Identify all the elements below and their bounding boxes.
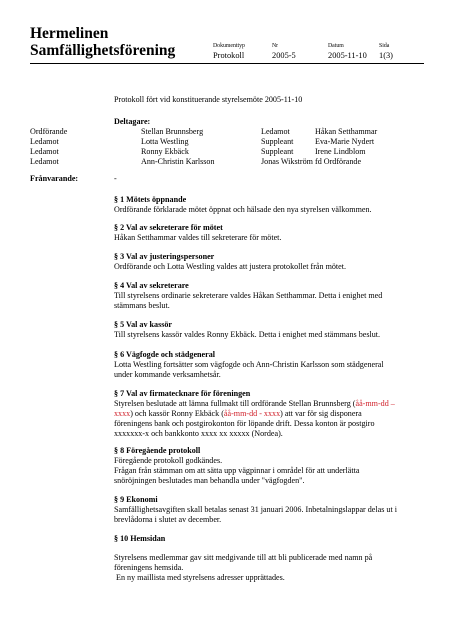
attendee-name: Lotta Westling (141, 137, 189, 146)
section-text: under kommande verksamhetsår. (114, 370, 221, 379)
section-text: föreningens bank och postgirokonton för löpande drift. Dessa konton är postgiro (114, 419, 375, 428)
section-text: brevlådorna i slutet av december. (114, 515, 222, 524)
s7-placeholder-red: åå-mm-dd - xxxx (223, 409, 281, 418)
attendee-role: Suppleant (261, 137, 294, 146)
section-title: § 2 Val av sekreterare för mötet (114, 223, 223, 232)
attendee-role: Ledamot (30, 157, 59, 166)
section-text: Ordförande förklarade mötet öppnat och hälsade den nya styrelsen välkommen. (114, 205, 372, 214)
doctype-value: Protokoll (213, 51, 245, 60)
section-text: föreningens hemsida. (114, 563, 184, 572)
nr-value: 2005-5 (272, 51, 296, 60)
sida-value: 1(3) (379, 51, 393, 60)
section-text (114, 399, 395, 410)
section-title: § 10 Hemsidan (114, 534, 166, 543)
s7-placeholder-red: xxxx (114, 409, 131, 418)
section-text: stämmans beslut. (114, 301, 170, 310)
doctype-label: Dokumenttyp (213, 43, 245, 49)
intro-text: Protokoll fört vid konstituerande styrelsemöte 2005-11-10 (114, 95, 303, 104)
section-text: Föregående protokoll godkändes. (114, 456, 223, 465)
datum-label: Datum (328, 43, 344, 49)
attendee-name: Ann-Christin Karlsson (141, 157, 215, 166)
section-text: Lotta Westling fortsätter som vägfogde och Ann-Christin Karlsson som städgeneral (114, 360, 384, 369)
section-title: § 6 Vägfogde och städgeneral (114, 350, 216, 359)
header-divider (30, 63, 424, 64)
s7-placeholder-red: åå-mm-dd – (355, 399, 395, 408)
s7-text: ) att var för sig disponera (280, 409, 362, 418)
section-text: Håkan Setthammar valdes till sekreterare för mötet. (114, 233, 282, 242)
org-name-line2: Samfällighetsförening (30, 42, 176, 59)
attendee-name: Ronny Ekbäck (141, 147, 189, 156)
attendees-heading: Deltagare: (114, 117, 151, 126)
datum-value: 2005-11-10 (328, 51, 367, 60)
section-title: § 7 Val av firmatecknare för föreningen (114, 389, 251, 398)
nr-label: Nr (272, 43, 279, 49)
section-title: § 3 Val av justeringspersoner (114, 252, 215, 261)
attendee-name: Håkan Setthammar (315, 127, 378, 136)
absent-label: Frånvarande: (30, 174, 79, 183)
section-text: Frågan från stämman om att sätta upp vägpinnar i områdel för att underlätta (114, 466, 360, 475)
s7-text: Styrelsen beslutade att lämna fullmakt till ordförande Stellan Brunnsberg ( (114, 399, 356, 408)
attendee-role: fd Ordförande (315, 157, 362, 166)
section-text: Samfällighetsavgiften skall betalas senast 31 januari 2006. Inbetalningslappar delas ut i (114, 505, 397, 514)
section-title: § 1 Mötets öppnande (114, 195, 187, 204)
attendee-role: Suppleant (261, 147, 294, 156)
section-title: § 9 Ekonomi (114, 495, 158, 504)
sida-label: Sida (379, 43, 390, 49)
s7-text: ) och kassör Ronny Ekbäck ( (130, 409, 224, 418)
attendee-role: Ledamot (261, 127, 290, 136)
attendee-name: Jonas Wikström (261, 157, 313, 166)
absent-value: - (114, 174, 117, 183)
attendee-name: Irene Lindblom (315, 147, 366, 156)
attendee-name: Stellan Brunnsberg (141, 127, 204, 136)
section-text: Ordförande och Lotta Westling valdes att justera protokollet från mötet. (114, 262, 347, 271)
section-text: Till styrelsens ordinarie sekreterare valdes Håkan Setthammar. Detta i enighet med (114, 291, 383, 300)
section-title: § 4 Val av sekreterare (114, 281, 189, 290)
attendee-name: Eva-Marie Nydert (315, 137, 375, 146)
section-text: En ny maillista med styrelsens adresser upprättades. (114, 573, 285, 582)
attendee-role: Ledamot (30, 137, 59, 146)
section-text: snöröjningen beslutades man behandla under "vägfogden". (114, 476, 305, 485)
attendee-role: Ledamot (30, 147, 59, 156)
org-name-line1: Hermelinen (30, 25, 109, 42)
section-text: xxxxxxx-x och bankkonto xxxx xx xxxxx (Nordea). (114, 429, 283, 438)
section-text (114, 409, 362, 420)
section-title: § 8 Föregående protokoll (114, 446, 201, 455)
section-title: § 5 Val av kassör (114, 320, 173, 329)
attendee-role: Ordförande (30, 127, 68, 136)
section-text: Styrelsens medlemmar gav sitt medgivande till att bli publicerade med namn på (114, 553, 373, 562)
section-text: Till styrelsens kassör valdes Ronny Ekbäck. Detta i enighet med stämmans beslut. (114, 330, 381, 339)
